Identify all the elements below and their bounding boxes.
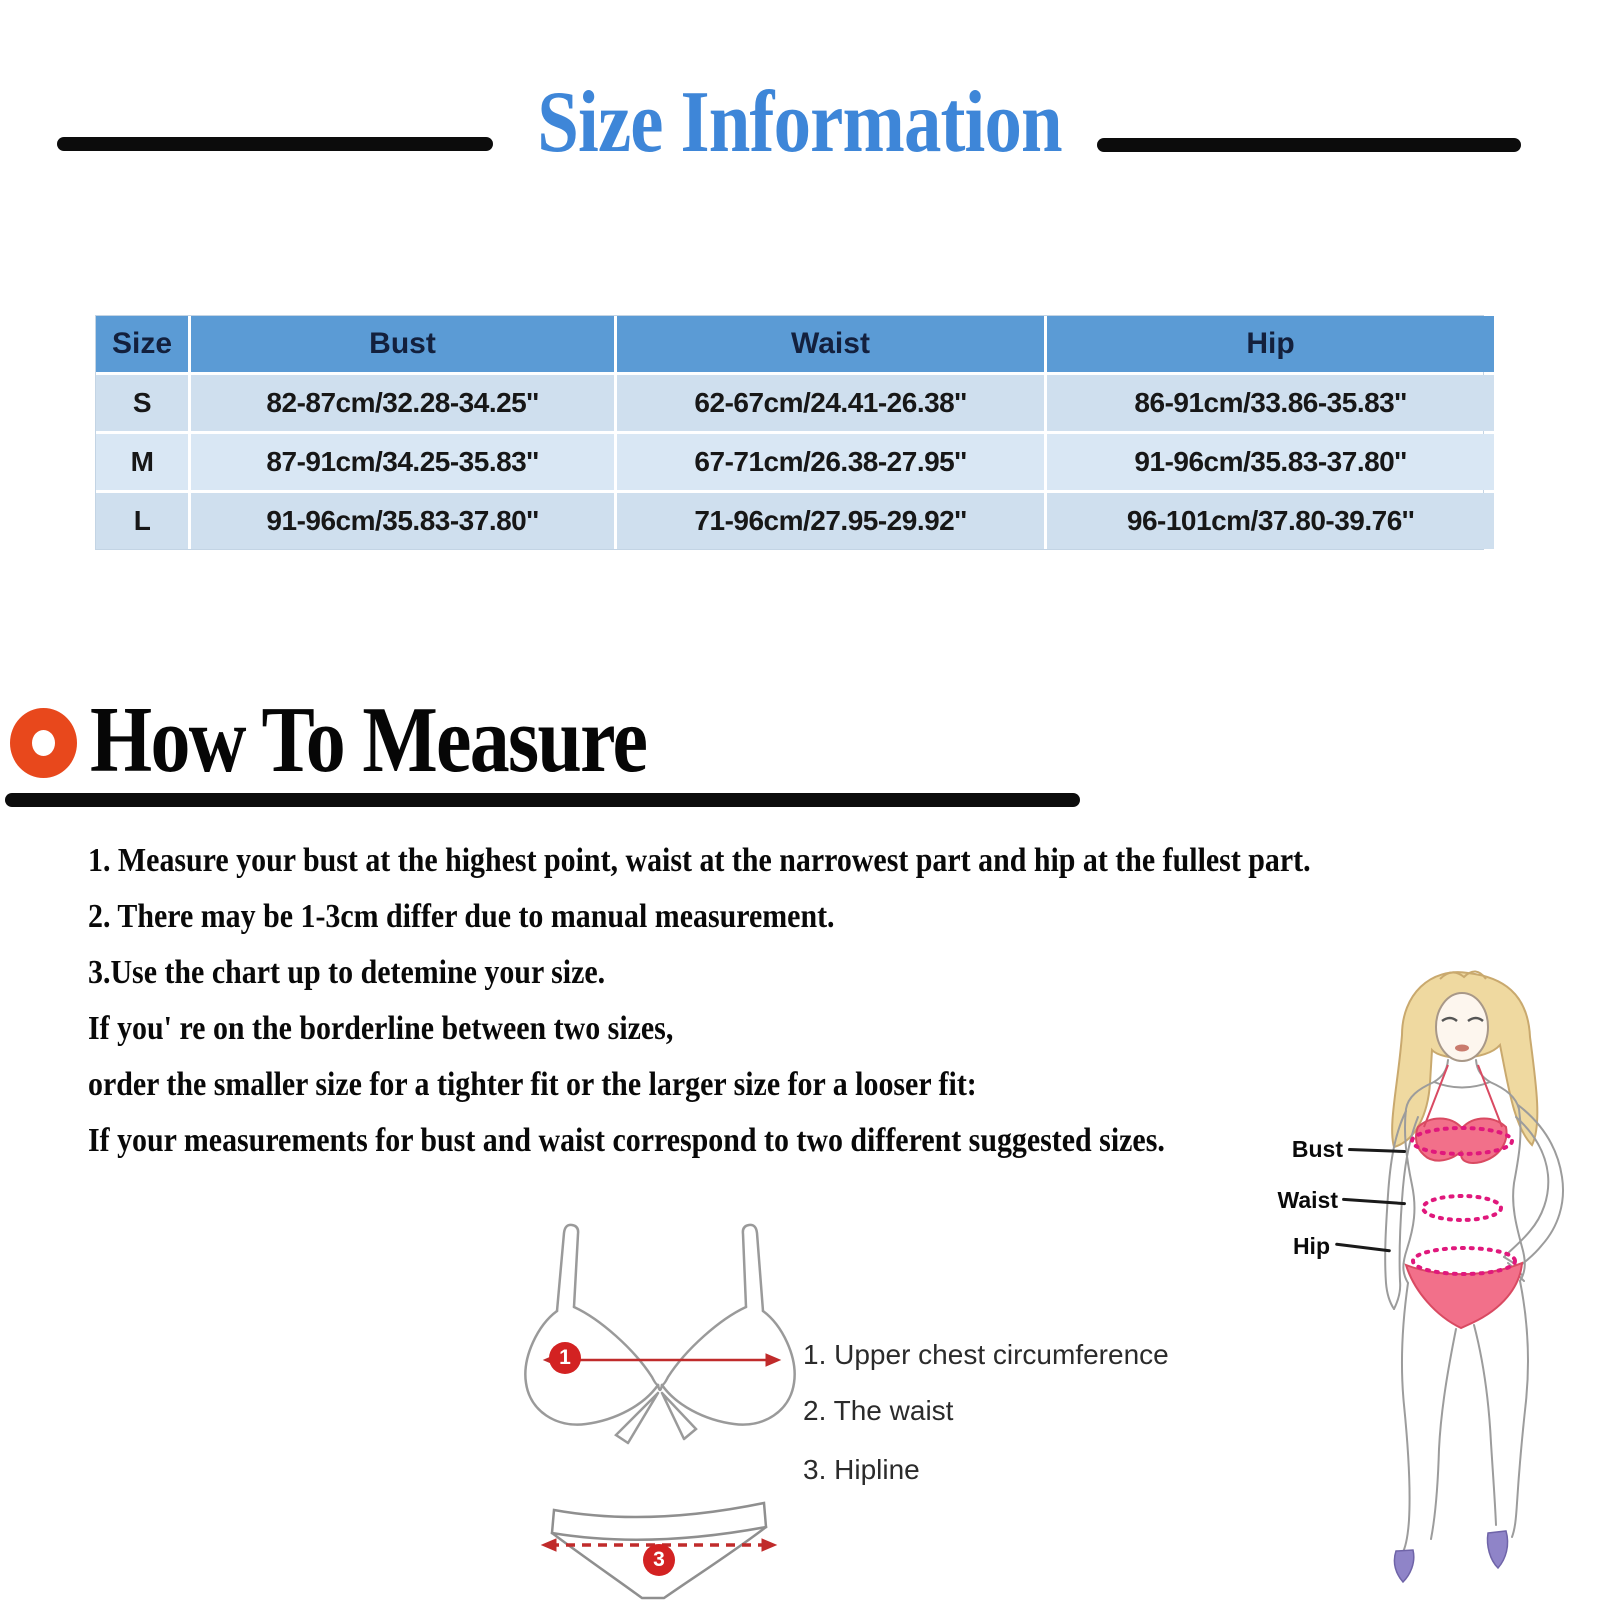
table-cell-bust: 82-87cm/32.28-34.25'' [191,375,614,431]
legend-item: 2. The waist [803,1395,954,1426]
table-cell-size: L [96,493,188,549]
table-cell-size: S [96,375,188,431]
legend-item: 3. Hipline [803,1454,920,1485]
table-cell-hip: 86-91cm/33.86-35.83'' [1047,375,1494,431]
bullet-ring-icon [10,708,77,778]
hipline-marker-badge: 3 [643,1544,675,1576]
col-header-waist: Waist [617,316,1044,372]
figure-bra [1416,1119,1507,1163]
table-cell-hip: 91-96cm/35.83-37.80'' [1047,434,1494,490]
figure-label-waist: Waist [1277,1186,1338,1213]
figure-label-bust: Bust [1291,1135,1343,1162]
col-header-hip: Hip [1047,316,1494,372]
legend-item: 1. Upper chest circumference [803,1339,1169,1370]
figure-label-hip: Hip [1292,1232,1330,1259]
figure-bra-straps [1424,1065,1502,1127]
instruction-list [88,833,1477,1169]
title-rule-right [1097,138,1521,152]
body-figure-illustration [1290,965,1590,1585]
page-title [0,72,1600,173]
table-cell-size: M [96,434,188,490]
table-cell-hip: 96-101cm/37.80-39.76'' [1047,493,1494,549]
heading-underline [5,793,1080,807]
col-header-bust: Bust [191,316,614,372]
bust-marker-badge: 1 [549,1342,581,1374]
section-heading [90,690,744,790]
col-header-size: Size [96,316,188,372]
figure-shoe-right [1487,1531,1507,1568]
bra-outline [525,1225,794,1443]
table-cell-waist: 71-96cm/27.95-29.92'' [617,493,1044,549]
section-heading-text: How To Measure [90,688,647,792]
figure-mouth [1455,1045,1469,1052]
instruction-line: If you' re on the borderline between two sizes, [88,1010,674,1047]
page-title-text: Size Information [537,74,1063,171]
figure-shoe-left [1394,1550,1413,1582]
instruction-line: If your measurements for bust and waist correspond to two different suggested sizes. [88,1122,1165,1159]
size-table [95,315,1484,550]
table-cell-waist: 62-67cm/24.41-26.38'' [617,375,1044,431]
instruction-line: 3.Use the chart up to detemine your size. [88,954,606,991]
instruction-line: order the smaller size for a tighter fit or the larger size for a looser fit: [88,1066,977,1103]
table-cell-waist: 67-71cm/26.38-27.95'' [617,434,1044,490]
bra-diagram [500,1215,820,1450]
instruction-line: 2. There may be 1-3cm differ due to manual measurement. [88,898,835,935]
table-cell-bust: 87-91cm/34.25-35.83'' [191,434,614,490]
table-cell-bust: 91-96cm/35.83-37.80'' [191,493,614,549]
instruction-line: 1. Measure your bust at the highest point, waist at the narrowest part and hip at the fullest part. [88,842,1311,879]
